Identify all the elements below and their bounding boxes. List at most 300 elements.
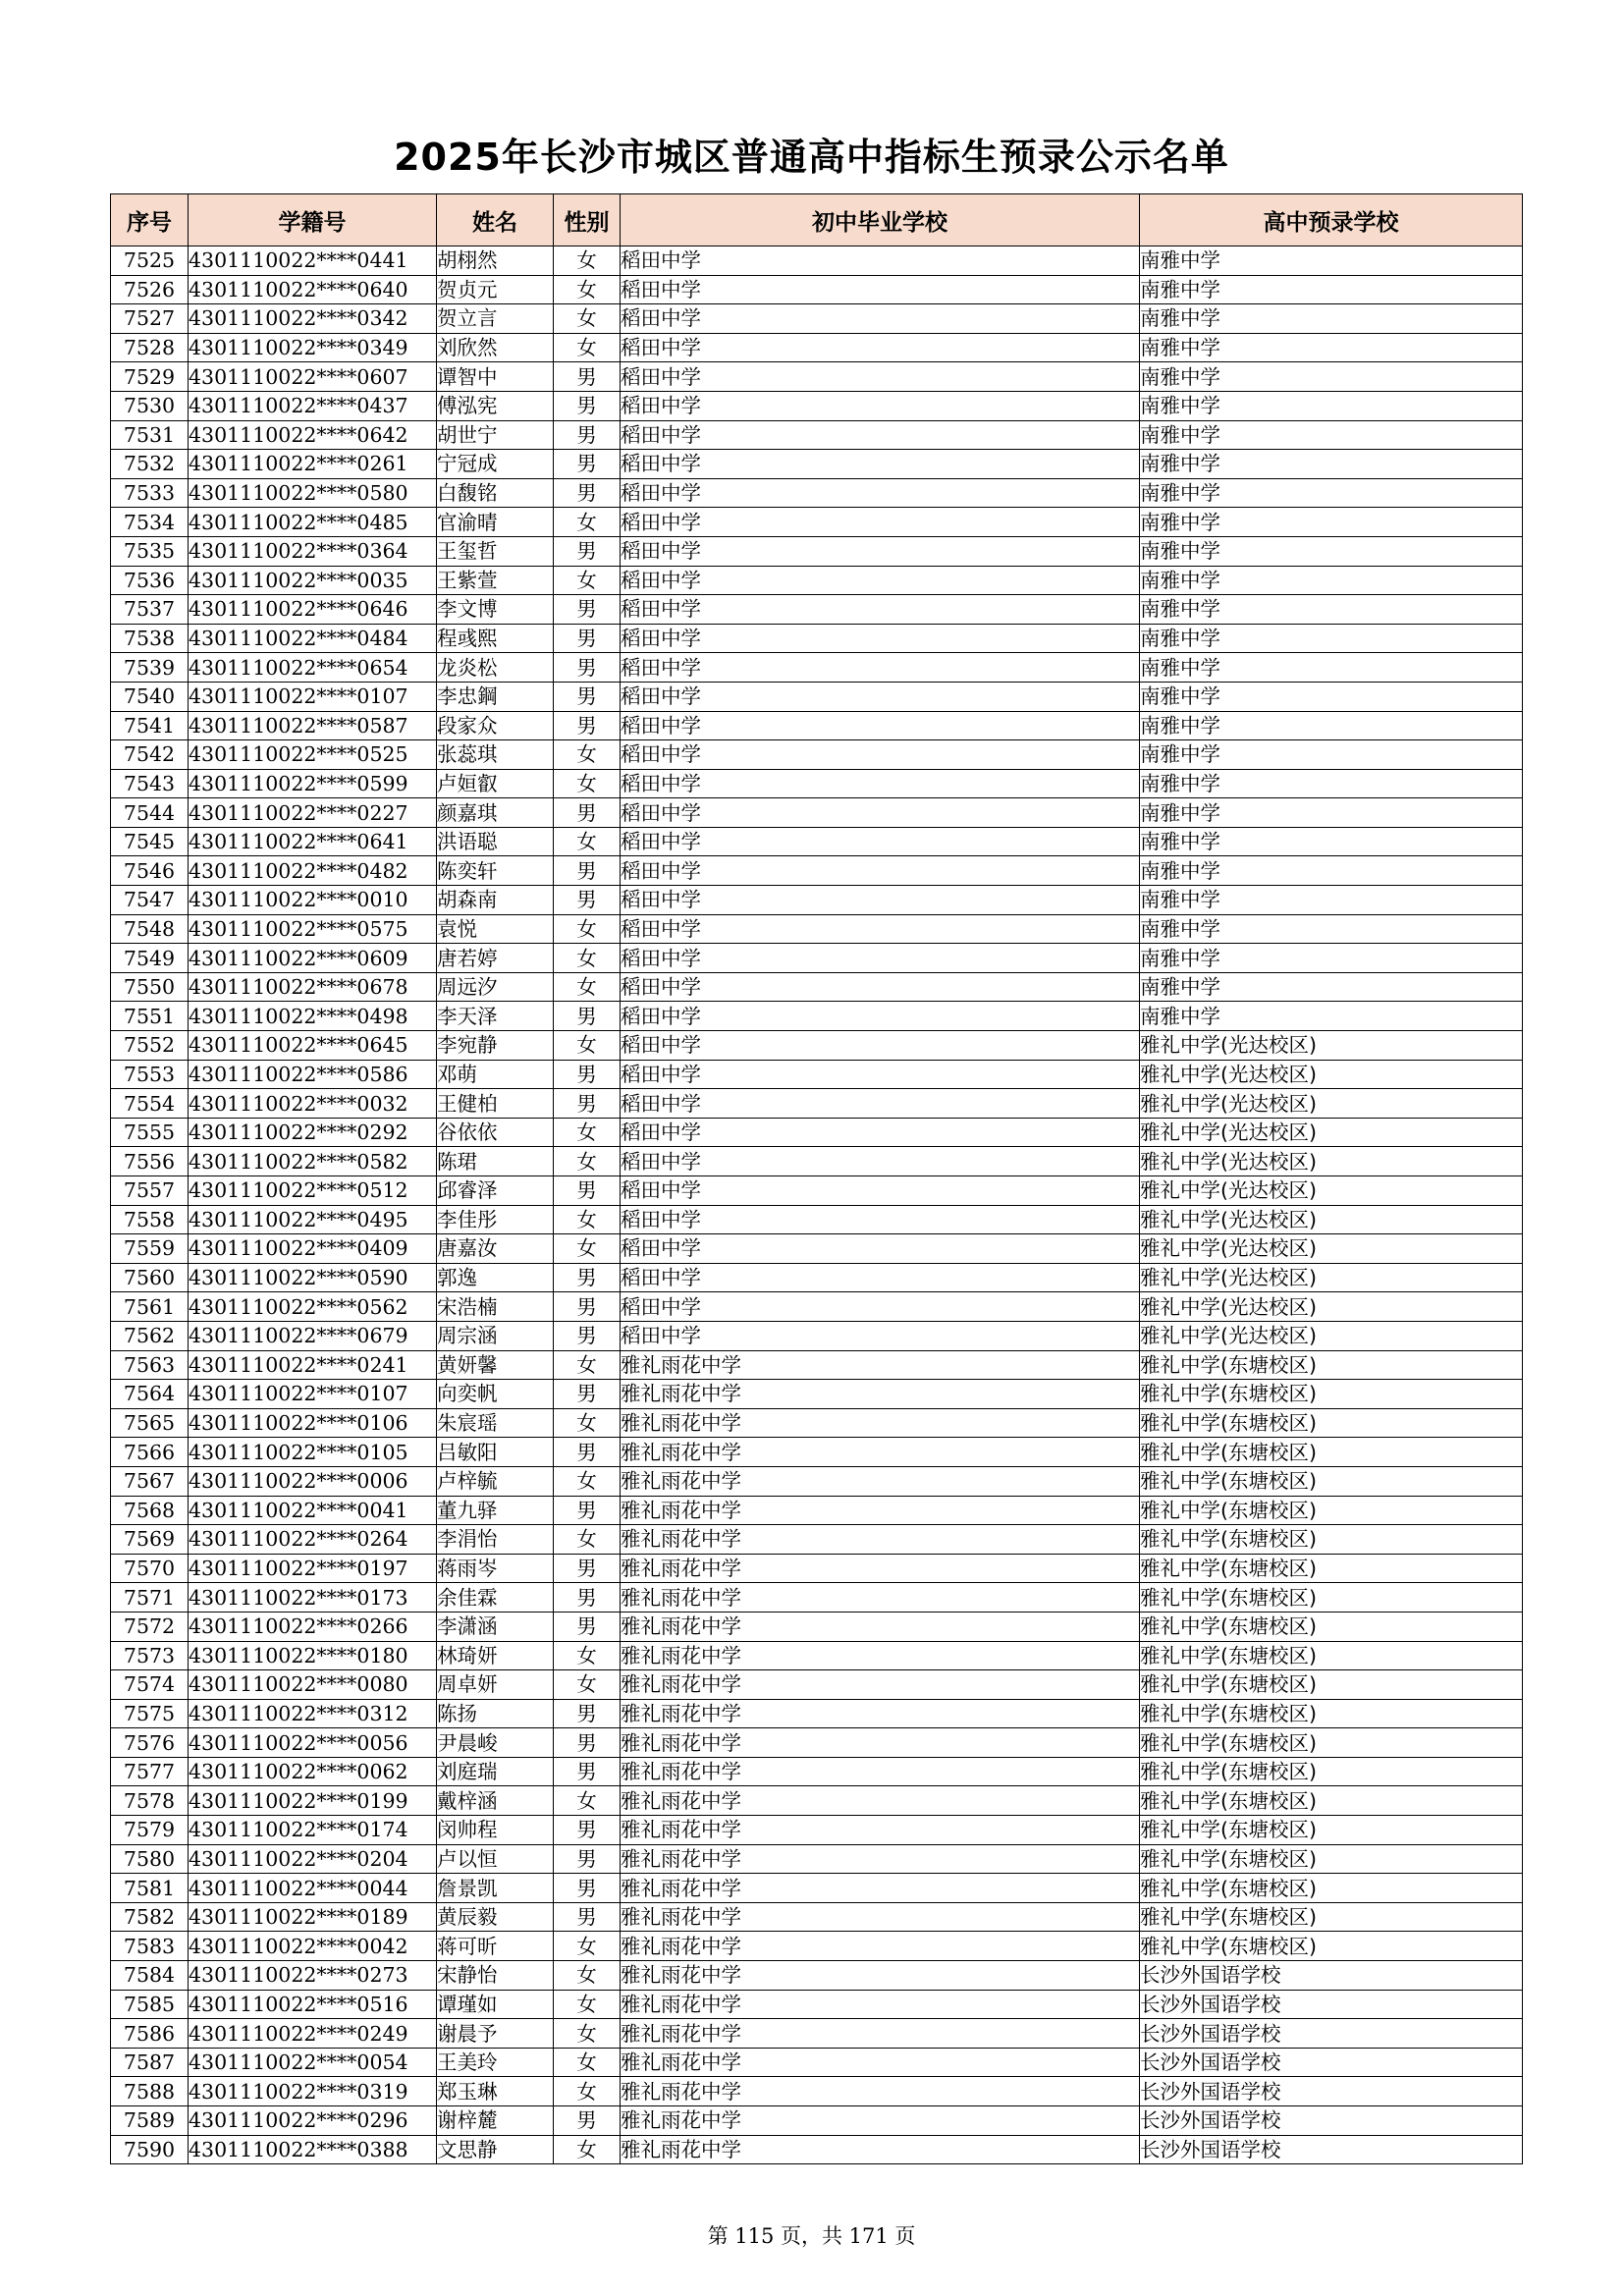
cell-seq: 7581 <box>111 1874 189 1903</box>
cell-junior-school: 稻田中学 <box>621 508 1140 537</box>
cell-senior-school: 南雅中学 <box>1140 450 1523 479</box>
cell-seq: 7590 <box>111 2135 189 2164</box>
cell-senior-school: 南雅中学 <box>1140 740 1523 770</box>
cell-junior-school: 稻田中学 <box>621 682 1140 711</box>
cell-seq: 7543 <box>111 769 189 798</box>
cell-name: 袁悦 <box>437 914 554 944</box>
cell-seq: 7527 <box>111 304 189 334</box>
cell-gender: 男 <box>554 1757 621 1786</box>
table-row <box>111 333 1523 362</box>
cell-junior-school: 雅礼雨花中学 <box>621 2019 1140 2049</box>
cell-name: 胡森南 <box>437 886 554 915</box>
table-row <box>111 1583 1523 1613</box>
cell-gender: 女 <box>554 2077 621 2106</box>
table-row <box>111 1031 1523 1061</box>
cell-name: 周宗涵 <box>437 1321 554 1350</box>
cell-junior-school: 稻田中学 <box>621 1002 1140 1031</box>
cell-senior-school: 雅礼中学(东塘校区) <box>1140 1874 1523 1903</box>
cell-seq: 7570 <box>111 1554 189 1583</box>
cell-seq: 7545 <box>111 827 189 856</box>
cell-senior-school: 雅礼中学(东塘校区) <box>1140 1583 1523 1613</box>
table-row <box>111 595 1523 625</box>
cell-gender: 女 <box>554 304 621 334</box>
cell-name: 宋浩楠 <box>437 1292 554 1322</box>
cell-senior-school: 雅礼中学(东塘校区) <box>1140 1786 1523 1816</box>
cell-senior-school: 南雅中学 <box>1140 798 1523 828</box>
cell-seq: 7588 <box>111 2077 189 2106</box>
cell-junior-school: 稻田中学 <box>621 566 1140 595</box>
header-junior-school: 初中毕业学校 <box>621 194 1140 246</box>
cell-name: 白馥铭 <box>437 478 554 508</box>
table-row <box>111 2077 1523 2106</box>
cell-senior-school: 雅礼中学(东塘校区) <box>1140 1932 1523 1961</box>
cell-junior-school: 雅礼雨花中学 <box>621 1583 1140 1613</box>
table-row <box>111 653 1523 683</box>
cell-junior-school: 稻田中学 <box>621 827 1140 856</box>
cell-name: 周卓妍 <box>437 1670 554 1700</box>
cell-name: 谢梓麓 <box>437 2106 554 2136</box>
cell-junior-school: 雅礼雨花中学 <box>621 1844 1140 1874</box>
cell-seq: 7529 <box>111 362 189 392</box>
cell-gender: 女 <box>554 1147 621 1176</box>
cell-student-id: 4301110022****0485 <box>189 508 437 537</box>
cell-name: 宁冠成 <box>437 450 554 479</box>
cell-seq: 7574 <box>111 1670 189 1700</box>
cell-gender: 女 <box>554 275 621 304</box>
header-senior-school: 高中预录学校 <box>1140 194 1523 246</box>
cell-student-id: 4301110022****0107 <box>189 1380 437 1409</box>
table-row <box>111 508 1523 537</box>
cell-name: 谭瑾如 <box>437 1990 554 2019</box>
cell-gender: 女 <box>554 2048 621 2077</box>
cell-seq: 7542 <box>111 740 189 770</box>
cell-junior-school: 雅礼雨花中学 <box>621 1350 1140 1380</box>
cell-junior-school: 雅礼雨花中学 <box>621 1554 1140 1583</box>
cell-seq: 7589 <box>111 2106 189 2136</box>
cell-senior-school: 南雅中学 <box>1140 944 1523 973</box>
cell-name: 黄妍馨 <box>437 1350 554 1380</box>
cell-seq: 7547 <box>111 886 189 915</box>
cell-junior-school: 稻田中学 <box>621 1118 1140 1147</box>
cell-gender: 男 <box>554 2106 621 2136</box>
cell-junior-school: 雅礼雨花中学 <box>621 1525 1140 1555</box>
cell-seq: 7577 <box>111 1757 189 1786</box>
cell-gender: 男 <box>554 1292 621 1322</box>
cell-seq: 7562 <box>111 1321 189 1350</box>
roster-table <box>110 193 1523 2164</box>
table-row <box>111 798 1523 828</box>
cell-senior-school: 长沙外国语学校 <box>1140 2048 1523 2077</box>
cell-junior-school: 雅礼雨花中学 <box>621 1961 1140 1991</box>
cell-seq: 7566 <box>111 1438 189 1467</box>
cell-junior-school: 稻田中学 <box>621 711 1140 740</box>
cell-gender: 男 <box>554 595 621 625</box>
cell-student-id: 4301110022****0349 <box>189 333 437 362</box>
cell-junior-school: 雅礼雨花中学 <box>621 1641 1140 1670</box>
cell-student-id: 4301110022****0562 <box>189 1292 437 1322</box>
cell-name: 卢姮叡 <box>437 769 554 798</box>
cell-senior-school: 雅礼中学(光达校区) <box>1140 1234 1523 1264</box>
cell-student-id: 4301110022****0199 <box>189 1786 437 1816</box>
table-row <box>111 624 1523 653</box>
table-row <box>111 1350 1523 1380</box>
cell-student-id: 4301110022****0227 <box>189 798 437 828</box>
cell-seq: 7585 <box>111 1990 189 2019</box>
cell-senior-school: 雅礼中学(东塘校区) <box>1140 1350 1523 1380</box>
cell-junior-school: 稻田中学 <box>621 740 1140 770</box>
cell-senior-school: 南雅中学 <box>1140 508 1523 537</box>
table-row <box>111 1757 1523 1786</box>
cell-name: 邱睿泽 <box>437 1176 554 1206</box>
cell-junior-school: 稻田中学 <box>621 1031 1140 1061</box>
cell-gender: 男 <box>554 682 621 711</box>
cell-junior-school: 稻田中学 <box>621 1321 1140 1350</box>
cell-senior-school: 雅礼中学(东塘校区) <box>1140 1641 1523 1670</box>
table-row <box>111 1902 1523 1932</box>
cell-junior-school: 稻田中学 <box>621 886 1140 915</box>
cell-junior-school: 雅礼雨花中学 <box>621 1874 1140 1903</box>
cell-seq: 7580 <box>111 1844 189 1874</box>
cell-seq: 7569 <box>111 1525 189 1555</box>
cell-student-id: 4301110022****0642 <box>189 420 437 450</box>
cell-junior-school: 雅礼雨花中学 <box>621 1728 1140 1758</box>
table-row <box>111 1844 1523 1874</box>
cell-name: 胡世宁 <box>437 420 554 450</box>
cell-junior-school: 稻田中学 <box>621 536 1140 566</box>
cell-senior-school: 南雅中学 <box>1140 769 1523 798</box>
cell-name: 李涓怡 <box>437 1525 554 1555</box>
cell-student-id: 4301110022****0484 <box>189 624 437 653</box>
cell-seq: 7573 <box>111 1641 189 1670</box>
cell-gender: 女 <box>554 1525 621 1555</box>
cell-seq: 7544 <box>111 798 189 828</box>
cell-name: 邓萌 <box>437 1060 554 1089</box>
cell-student-id: 4301110022****0197 <box>189 1554 437 1583</box>
table-row <box>111 1670 1523 1700</box>
cell-gender: 男 <box>554 1002 621 1031</box>
table-row <box>111 1263 1523 1292</box>
cell-gender: 女 <box>554 1350 621 1380</box>
cell-gender: 男 <box>554 1902 621 1932</box>
cell-student-id: 4301110022****0266 <box>189 1612 437 1641</box>
cell-senior-school: 南雅中学 <box>1140 653 1523 683</box>
cell-student-id: 4301110022****0525 <box>189 740 437 770</box>
table-row <box>111 1060 1523 1089</box>
cell-senior-school: 雅礼中学(光达校区) <box>1140 1147 1523 1176</box>
cell-gender: 男 <box>554 1612 621 1641</box>
cell-junior-school: 稻田中学 <box>621 798 1140 828</box>
cell-student-id: 4301110022****0273 <box>189 1961 437 1991</box>
cell-seq: 7536 <box>111 566 189 595</box>
cell-gender: 女 <box>554 566 621 595</box>
cell-seq: 7539 <box>111 653 189 683</box>
cell-name: 龙炎松 <box>437 653 554 683</box>
cell-name: 余佳霖 <box>437 1583 554 1613</box>
table-row <box>111 1728 1523 1758</box>
cell-senior-school: 雅礼中学(光达校区) <box>1140 1176 1523 1206</box>
table-row <box>111 1816 1523 1845</box>
header-gender: 性别 <box>554 194 621 246</box>
cell-student-id: 4301110022****0342 <box>189 304 437 334</box>
cell-seq: 7525 <box>111 246 189 276</box>
page-footer: 第 115 页，共 171 页 <box>707 2224 916 2248</box>
cell-gender: 男 <box>554 1380 621 1409</box>
table-row <box>111 944 1523 973</box>
header-name: 姓名 <box>437 194 554 246</box>
cell-seq: 7565 <box>111 1408 189 1438</box>
cell-gender: 男 <box>554 450 621 479</box>
cell-senior-school: 雅礼中学(东塘校区) <box>1140 1466 1523 1496</box>
cell-name: 卢梓毓 <box>437 1466 554 1496</box>
cell-name: 林琦妍 <box>437 1641 554 1670</box>
cell-student-id: 4301110022****0599 <box>189 769 437 798</box>
cell-name: 陈奕轩 <box>437 856 554 886</box>
cell-seq: 7530 <box>111 391 189 420</box>
table-row <box>111 682 1523 711</box>
cell-gender: 女 <box>554 1932 621 1961</box>
cell-name: 郭逸 <box>437 1263 554 1292</box>
cell-senior-school: 南雅中学 <box>1140 827 1523 856</box>
cell-seq: 7586 <box>111 2019 189 2049</box>
table-row <box>111 304 1523 334</box>
cell-senior-school: 雅礼中学(光达校区) <box>1140 1292 1523 1322</box>
table-row <box>111 886 1523 915</box>
table-row <box>111 1874 1523 1903</box>
cell-seq: 7571 <box>111 1583 189 1613</box>
cell-student-id: 4301110022****0249 <box>189 2019 437 2049</box>
cell-gender: 女 <box>554 333 621 362</box>
cell-seq: 7541 <box>111 711 189 740</box>
cell-student-id: 4301110022****0292 <box>189 1118 437 1147</box>
table-row <box>111 1234 1523 1264</box>
cell-gender: 男 <box>554 1438 621 1467</box>
cell-name: 黄辰毅 <box>437 1902 554 1932</box>
cell-junior-school: 稻田中学 <box>621 275 1140 304</box>
table-row <box>111 914 1523 944</box>
cell-senior-school: 南雅中学 <box>1140 333 1523 362</box>
cell-junior-school: 稻田中学 <box>621 304 1140 334</box>
cell-gender: 男 <box>554 1089 621 1119</box>
cell-name: 尹晨峻 <box>437 1728 554 1758</box>
cell-seq: 7533 <box>111 478 189 508</box>
cell-student-id: 4301110022****0062 <box>189 1757 437 1786</box>
cell-student-id: 4301110022****0482 <box>189 856 437 886</box>
cell-junior-school: 稻田中学 <box>621 1234 1140 1264</box>
cell-senior-school: 南雅中学 <box>1140 566 1523 595</box>
cell-seq: 7537 <box>111 595 189 625</box>
cell-student-id: 4301110022****0495 <box>189 1205 437 1234</box>
cell-junior-school: 稻田中学 <box>621 595 1140 625</box>
cell-junior-school: 雅礼雨花中学 <box>621 1816 1140 1845</box>
cell-student-id: 4301110022****0590 <box>189 1263 437 1292</box>
cell-student-id: 4301110022****0010 <box>189 886 437 915</box>
cell-junior-school: 稻田中学 <box>621 1089 1140 1119</box>
cell-gender: 男 <box>554 1321 621 1350</box>
cell-seq: 7582 <box>111 1902 189 1932</box>
cell-name: 程彧熙 <box>437 624 554 653</box>
cell-junior-school: 稻田中学 <box>621 972 1140 1002</box>
cell-gender: 女 <box>554 1118 621 1147</box>
cell-name: 董九驿 <box>437 1496 554 1525</box>
cell-gender: 女 <box>554 2019 621 2049</box>
cell-student-id: 4301110022****0189 <box>189 1902 437 1932</box>
cell-senior-school: 雅礼中学(光达校区) <box>1140 1089 1523 1119</box>
cell-junior-school: 稻田中学 <box>621 478 1140 508</box>
cell-student-id: 4301110022****0645 <box>189 1031 437 1061</box>
cell-senior-school: 长沙外国语学校 <box>1140 2077 1523 2106</box>
cell-student-id: 4301110022****0296 <box>189 2106 437 2136</box>
cell-senior-school: 雅礼中学(光达校区) <box>1140 1321 1523 1350</box>
cell-student-id: 4301110022****0080 <box>189 1670 437 1700</box>
table-row <box>111 1380 1523 1409</box>
cell-seq: 7532 <box>111 450 189 479</box>
cell-senior-school: 南雅中学 <box>1140 711 1523 740</box>
cell-gender: 女 <box>554 827 621 856</box>
table-row <box>111 2048 1523 2077</box>
cell-junior-school: 雅礼雨花中学 <box>621 1990 1140 2019</box>
cell-junior-school: 稻田中学 <box>621 914 1140 944</box>
cell-senior-school: 南雅中学 <box>1140 420 1523 450</box>
cell-student-id: 4301110022****0388 <box>189 2135 437 2164</box>
cell-name: 刘庭瑞 <box>437 1757 554 1786</box>
cell-name: 戴梓涵 <box>437 1786 554 1816</box>
cell-name: 贺立言 <box>437 304 554 334</box>
table-row <box>111 1321 1523 1350</box>
header-row <box>111 194 1523 246</box>
table-row <box>111 1786 1523 1816</box>
cell-seq: 7579 <box>111 1816 189 1845</box>
table-row <box>111 2135 1523 2164</box>
cell-student-id: 4301110022****0441 <box>189 246 437 276</box>
table-row <box>111 1118 1523 1147</box>
cell-senior-school: 长沙外国语学校 <box>1140 1990 1523 2019</box>
table-row <box>111 711 1523 740</box>
cell-name: 洪语聪 <box>437 827 554 856</box>
cell-student-id: 4301110022****0437 <box>189 391 437 420</box>
cell-gender: 男 <box>554 1554 621 1583</box>
table-row <box>111 827 1523 856</box>
cell-name: 唐嘉汝 <box>437 1234 554 1264</box>
cell-senior-school: 雅礼中学(东塘校区) <box>1140 1525 1523 1555</box>
cell-gender: 女 <box>554 1234 621 1264</box>
cell-seq: 7554 <box>111 1089 189 1119</box>
cell-seq: 7546 <box>111 856 189 886</box>
cell-student-id: 4301110022****0319 <box>189 2077 437 2106</box>
cell-seq: 7578 <box>111 1786 189 1816</box>
cell-gender: 女 <box>554 1670 621 1700</box>
cell-student-id: 4301110022****0516 <box>189 1990 437 2019</box>
cell-seq: 7563 <box>111 1350 189 1380</box>
cell-gender: 女 <box>554 944 621 973</box>
cell-seq: 7550 <box>111 972 189 1002</box>
cell-junior-school: 稻田中学 <box>621 420 1140 450</box>
cell-name: 李天泽 <box>437 1002 554 1031</box>
cell-name: 郑玉琳 <box>437 2077 554 2106</box>
cell-seq: 7540 <box>111 682 189 711</box>
table-row <box>111 1525 1523 1555</box>
cell-junior-school: 雅礼雨花中学 <box>621 1612 1140 1641</box>
cell-seq: 7567 <box>111 1466 189 1496</box>
cell-gender: 女 <box>554 1641 621 1670</box>
table-row <box>111 478 1523 508</box>
cell-name: 李佳彤 <box>437 1205 554 1234</box>
cell-student-id: 4301110022****0106 <box>189 1408 437 1438</box>
cell-seq: 7575 <box>111 1699 189 1728</box>
table-row <box>111 1205 1523 1234</box>
cell-junior-school: 稻田中学 <box>621 769 1140 798</box>
cell-name: 吕敏阳 <box>437 1438 554 1467</box>
cell-junior-school: 稻田中学 <box>621 1060 1140 1089</box>
cell-name: 詹景凯 <box>437 1874 554 1903</box>
cell-name: 谭智中 <box>437 362 554 392</box>
cell-senior-school: 南雅中学 <box>1140 275 1523 304</box>
cell-name: 官渝晴 <box>437 508 554 537</box>
table-row <box>111 1699 1523 1728</box>
table-row <box>111 1496 1523 1525</box>
cell-student-id: 4301110022****0646 <box>189 595 437 625</box>
cell-gender: 女 <box>554 1961 621 1991</box>
table-row <box>111 1612 1523 1641</box>
table-row <box>111 1438 1523 1467</box>
cell-gender: 男 <box>554 856 621 886</box>
cell-seq: 7556 <box>111 1147 189 1176</box>
cell-gender: 女 <box>554 2135 621 2164</box>
cell-student-id: 4301110022****0607 <box>189 362 437 392</box>
cell-name: 张蕊琪 <box>437 740 554 770</box>
cell-student-id: 4301110022****0678 <box>189 972 437 1002</box>
cell-name: 颜嘉琪 <box>437 798 554 828</box>
cell-junior-school: 雅礼雨花中学 <box>621 2048 1140 2077</box>
cell-junior-school: 雅礼雨花中学 <box>621 1496 1140 1525</box>
cell-senior-school: 雅礼中学(光达校区) <box>1140 1060 1523 1089</box>
cell-student-id: 4301110022****0364 <box>189 536 437 566</box>
cell-seq: 7552 <box>111 1031 189 1061</box>
cell-name: 贺贞元 <box>437 275 554 304</box>
cell-senior-school: 长沙外国语学校 <box>1140 2135 1523 2164</box>
cell-senior-school: 雅礼中学(东塘校区) <box>1140 1496 1523 1525</box>
cell-junior-school: 稻田中学 <box>621 333 1140 362</box>
cell-gender: 男 <box>554 711 621 740</box>
cell-name: 王紫萱 <box>437 566 554 595</box>
cell-name: 胡栩然 <box>437 246 554 276</box>
cell-seq: 7528 <box>111 333 189 362</box>
cell-gender: 女 <box>554 1990 621 2019</box>
table-row <box>111 1466 1523 1496</box>
cell-seq: 7572 <box>111 1612 189 1641</box>
table-row <box>111 246 1523 276</box>
table-row <box>111 769 1523 798</box>
cell-gender: 女 <box>554 246 621 276</box>
cell-junior-school: 稻田中学 <box>621 1205 1140 1234</box>
cell-junior-school: 稻田中学 <box>621 450 1140 479</box>
cell-name: 蒋可昕 <box>437 1932 554 1961</box>
cell-name: 王美玲 <box>437 2048 554 2077</box>
cell-seq: 7559 <box>111 1234 189 1264</box>
cell-senior-school: 南雅中学 <box>1140 914 1523 944</box>
table-row <box>111 1554 1523 1583</box>
cell-seq: 7583 <box>111 1932 189 1961</box>
cell-student-id: 4301110022****0054 <box>189 2048 437 2077</box>
cell-student-id: 4301110022****0498 <box>189 1002 437 1031</box>
cell-senior-school: 雅礼中学(东塘校区) <box>1140 1408 1523 1438</box>
cell-junior-school: 稻田中学 <box>621 1147 1140 1176</box>
cell-seq: 7568 <box>111 1496 189 1525</box>
cell-senior-school: 雅礼中学(东塘校区) <box>1140 1670 1523 1700</box>
cell-seq: 7549 <box>111 944 189 973</box>
cell-student-id: 4301110022****0180 <box>189 1641 437 1670</box>
cell-seq: 7587 <box>111 2048 189 2077</box>
cell-senior-school: 南雅中学 <box>1140 478 1523 508</box>
